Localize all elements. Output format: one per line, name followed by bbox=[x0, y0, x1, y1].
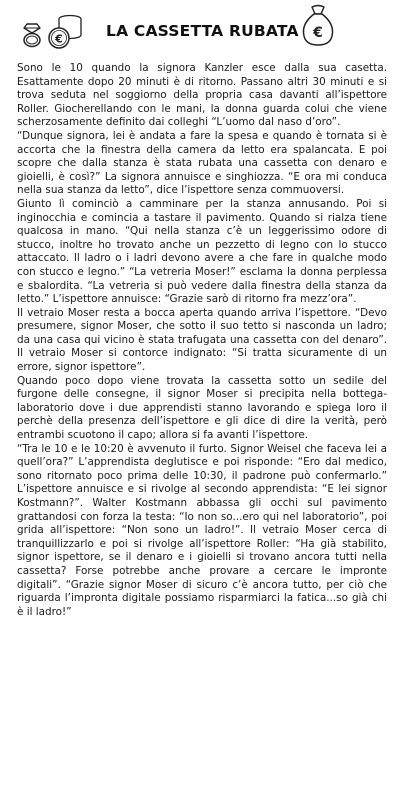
story-paragraph: “Tra le 10 e le 10:20 è avvenuto il furto. Signor Weisel che faceva lei a quell’ora?” L’apprendista deglutisce e poi risponde: “Ero dal medico, sono ritornato poco prima delle 10:30, il padrone può confermarlo.” L’ispettore annuisce e si rivolge al secondo apprendista: “E lei signor Kostmann?”. Walter Kostmann abbassa gli occhi sul pavimento grattandosi con forza la testa: “Io non so...ero qui nel laboratorio”, poi grida all’ispettore: “Non sono un ladro!”. Il vetraio Moser cerca di tranquillizzarlo e poi si rivolge all’ispettore Roller: “Ha già stabilito, signor ispettore, se il denaro e i gioielli si trovano ancora tutti nella cassetta? Forse potrebbe anche provare a cercare le impronte digitali”. “Grazie signor Moser di sicuro c’è ancora tutto, per ciò che riguarda l’impronta digitale possiamo risparmiarci la fatica...so già chi è il ladro!” bbox=[17, 442, 387, 618]
story-text bbox=[17, 62, 387, 619]
story-paragraph: Quando poco dopo viene trovata la cassetta sotto un sedile del furgone delle consegne, il signor Moser si precipita nella bottega-laboratorio dove i due apprendisti stanno lavorando e spiega loro il perchè della presenza dell’ispettore e gli dice di dire la verità, però entrambi scuotono il capo; allora si fa avanti l’ispettore. bbox=[17, 374, 387, 442]
story-paragraph: Il vetraio Moser resta a bocca aperta quando arriva l’ispettore. “Devo presumere, signor Moser, che sotto il suo tetto si nasconda un ladro; da una casa qui vicino è stata trafugata una cassetta con del denaro”. Il vetraio Moser si contorce indignato: “Si tratta sicuramente di un errore, signor ispettore”. bbox=[17, 306, 387, 374]
bag-euro-symbol: € bbox=[313, 25, 323, 41]
euro-money-bag-icon bbox=[300, 4, 336, 48]
story-paragraph: Giunto lì cominciò a camminare per la stanza annusando. Poi si inginocchia e comincia a tastare il pavimento. Quando si rialza tiene qualcosa in mano. “Qui nella stanza c’è un leggerissimo odore di stucco, inoltre ho trovato anche un pezzetto di legno con lo stucco attaccato. Il ladro o i ladri devono avere a che fare in qualche modo con stucco e legno.” “La vetreria Moser!” esclama la donna perplessa e sbalordita. “La vetreria si può vedere dalla finestra della stanza da letto.” L’ispettore annuisce: “Grazie sarò di ritorno fra mezz’ora”. bbox=[17, 197, 387, 306]
story-paragraph: “Dunque signora, lei è andata a fare la spesa e quando è tornata si è accorta che la finestra della camera da letto era spalancata. E poi scopre che dalla stanza è stata rubata una cassetta con denaro e gioielli, è così?” La signora annuisce e singhiozza. “E ora mi conduca nella sua stanza da letto”, dice l’ispettore senza commuoversi. bbox=[17, 129, 387, 197]
page-title: LA CASSETTA RUBATA bbox=[106, 22, 299, 40]
diamond-ring-icon bbox=[20, 22, 44, 48]
story-paragraph: Sono le 10 quando la signora Kanzler esce dalla sua casetta. Esattamente dopo 20 minuti è di ritorno. Passano altri 30 minuti e si trova seduta nel soggiorno della propria casa davanti all’ispettore Roller. Giocherellando con le mani, la donna guarda colui che viene scherzosamente definito dai colleghi “L’uomo dal naso d’oro”. bbox=[17, 62, 387, 129]
coin-euro-symbol: € bbox=[55, 32, 63, 46]
header bbox=[0, 0, 400, 62]
euro-coins-icon bbox=[44, 12, 84, 52]
